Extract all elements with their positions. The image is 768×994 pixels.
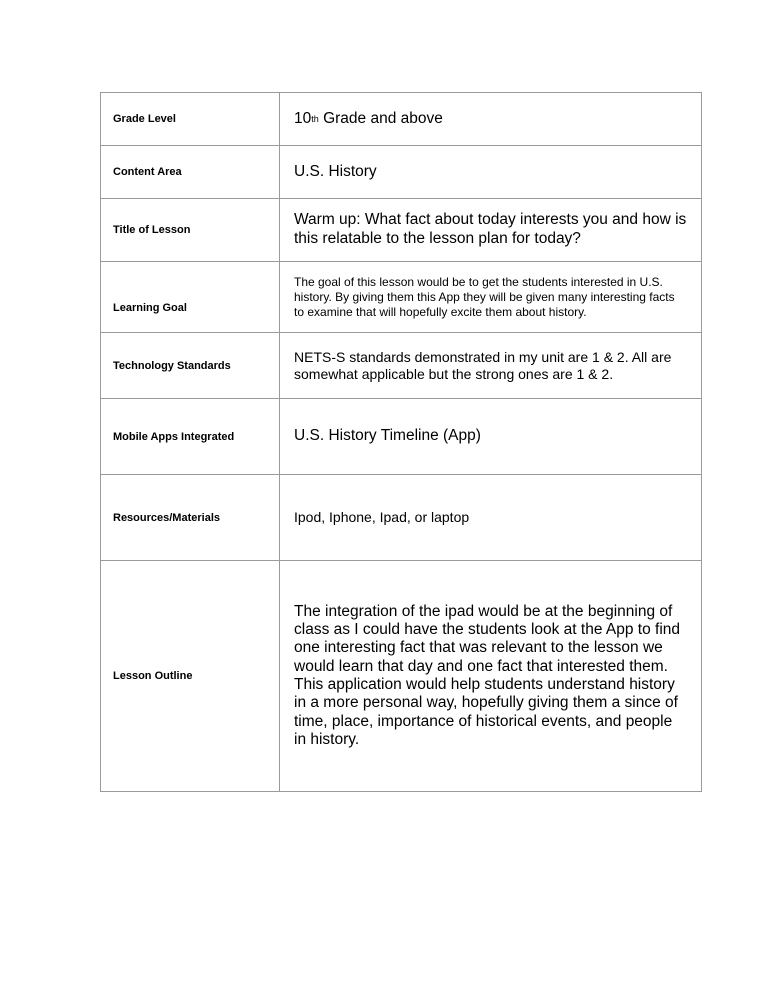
table-row-content-area (101, 146, 701, 199)
table-row-lesson-outline (101, 561, 701, 791)
row-label: Lesson Outline (101, 561, 280, 791)
row-label: Resources/Materials (101, 475, 280, 560)
row-label: Mobile Apps Integrated (101, 399, 280, 474)
row-value: U.S. History Timeline (App) (294, 427, 481, 445)
row-value: Ipod, Iphone, Ipad, or laptop (294, 509, 470, 526)
row-label: Learning Goal (101, 262, 280, 332)
row-value: U.S. History (294, 162, 377, 180)
row-value: Warm up: What fact about today interests you and how is this relatable to the lesson plan for today? (294, 211, 687, 247)
grade-number: 10 (294, 109, 312, 127)
table-row-technology-standards (101, 333, 701, 399)
table-row-grade-level (101, 93, 701, 146)
lesson-plan-table (100, 92, 702, 792)
grade-text: Grade and above (318, 109, 443, 127)
row-value: The integration of the ipad would be at the beginning of class as I could have the students look at the App to find one interesting fact that was relevant to the lesson we would learn that day and one fact that interested them. This application would help students understand history in a more personal way, hopefully giving them a since of time, place, importance of historical events, and people in history. (294, 602, 681, 748)
row-label: Technology Standards (101, 333, 280, 398)
row-value: The goal of this lesson would be to get the students interested in U.S. history. By giving them this App they will be given many interesting facts to examine that will hopefully excite them about history. (294, 274, 675, 319)
row-label: Title of Lesson (101, 199, 280, 261)
table-row-mobile-apps (101, 399, 701, 475)
table-row-title-of-lesson (101, 199, 701, 262)
row-label: Content Area (101, 146, 280, 198)
table-row-learning-goal (101, 262, 701, 333)
row-label: Grade Level (101, 93, 280, 145)
row-value: 10 th Grade and above (294, 109, 443, 127)
table-row-resources (101, 475, 701, 561)
row-value: NETS-S standards demonstrated in my unit are 1 & 2. All are somewhat applicable but the strong ones are 1 & 2. (294, 348, 672, 382)
